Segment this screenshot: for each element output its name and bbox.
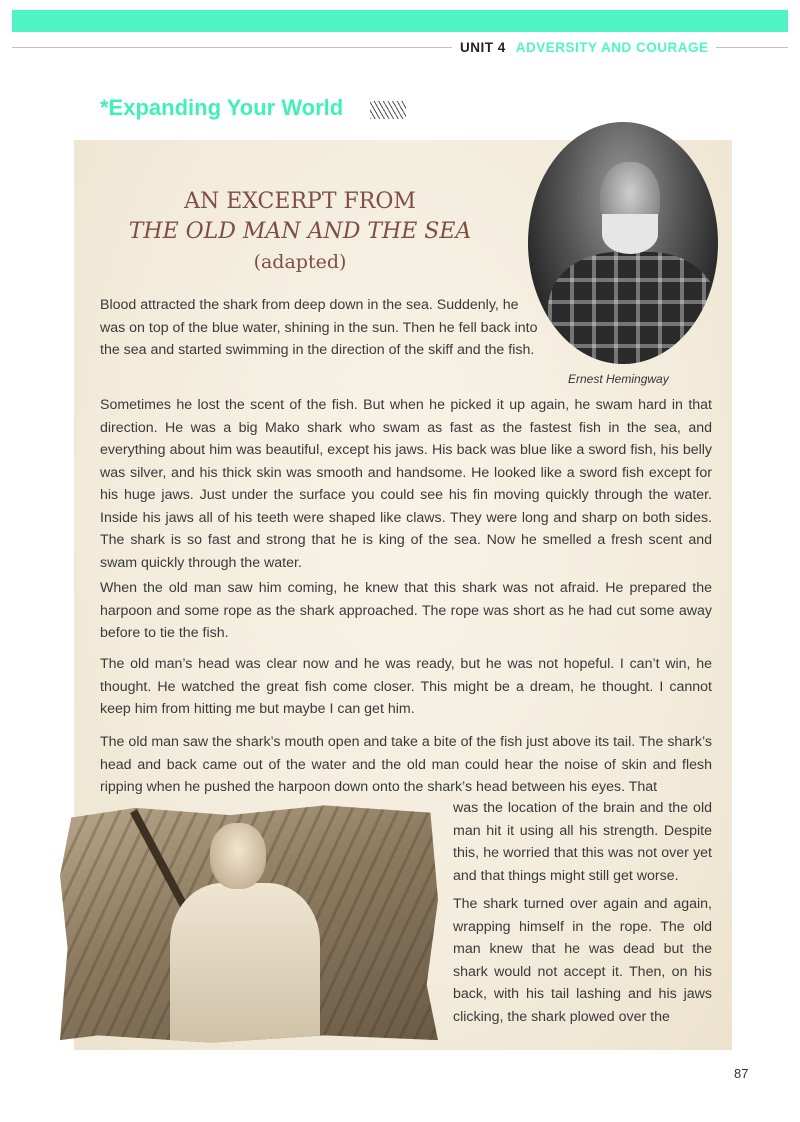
paragraph-2: Sometimes he lost the scent of the fish. But when he picked it up again, he swam hard in that direction. He was a big Mako shark who swam as fast as the fastest fish in the sea, and everything about him was beautiful, except his jaws. His back was blue like a sword fish, his belly was silver, and his thick skin was smooth and handsome. He looked like a sword fish except for his huge jaws. Just under the surface you could see his fin moving quickly through the water. Inside his jaws all of his teeth were shaped like claws. They were long and sharp on both sides. The shark is so fast and strong that he is king of the sea. Now he smelled a fresh scent and swam quickly through the water. — [100, 397, 712, 571]
header-rule-left — [12, 47, 452, 48]
unit-header — [460, 40, 709, 55]
paragraph-1: Blood attracted the shark from deep down in the sea. Suddenly, he was on top of the blue water, shining in the sun. Then he fell back into the sea and started swimming in the direction of the skiff and the fish. — [100, 297, 538, 358]
top-accent-bar — [12, 10, 788, 32]
title-line-2: THE OLD MAN AND THE SEA — [128, 219, 472, 244]
paragraph-5: The old man saw the shark’s mouth open and take a bite of the fish just above its tail. The shark’s head and back came out of the water and the old man could hear the noise of skin and flesh ripping when he pushed the harpoon down onto the shark’s head between his eyes. That — [100, 734, 712, 795]
old-man-photo — [60, 803, 438, 1045]
paragraph-4: The old man’s head was clear now and he was ready, but he was not hopeful. I can’t win, he thought. He watched the great fish come closer. This might be a dream, he thought. I cannot keep him from hitting me but maybe I can get him. — [100, 656, 712, 717]
title-line-1: AN EXCERPT FROM — [184, 189, 416, 214]
title-line-3: (adapted) — [253, 251, 347, 273]
hemingway-portrait — [528, 122, 718, 364]
portrait-caption: Ernest Hemingway — [568, 372, 669, 386]
header-rule-right — [716, 47, 788, 48]
hatch-decoration — [370, 101, 406, 119]
paragraph-5-continued: was the location of the brain and the old man hit it using all his strength. Despite this, he worried that this was not over yet and that things might still get worse. — [453, 800, 712, 884]
paragraph-3: When the old man saw him coming, he knew that this shark was not afraid. He prepared the harpoon and some rope as the shark approached. The rope was short as he had cut some away before to tie the fish. — [100, 580, 712, 641]
page-number: 87 — [734, 1066, 749, 1081]
old-man-head — [210, 823, 266, 889]
paragraph-6: The shark turned over again and again, wrapping himself in the rope. The old man knew that he was dead but the shark would not accept it. Then, on his back, with his tail lashing and his jaws clicking, the shark plowed over the — [453, 896, 712, 1025]
section-title: *Expanding Your World — [100, 95, 344, 120]
unit-title: ADVERSITY AND COURAGE — [515, 40, 709, 55]
portrait-shirt — [548, 252, 718, 364]
article-title — [100, 187, 500, 277]
portrait-beard — [602, 214, 658, 254]
old-man-body — [170, 883, 320, 1053]
unit-label: UNIT 4 — [460, 40, 506, 55]
